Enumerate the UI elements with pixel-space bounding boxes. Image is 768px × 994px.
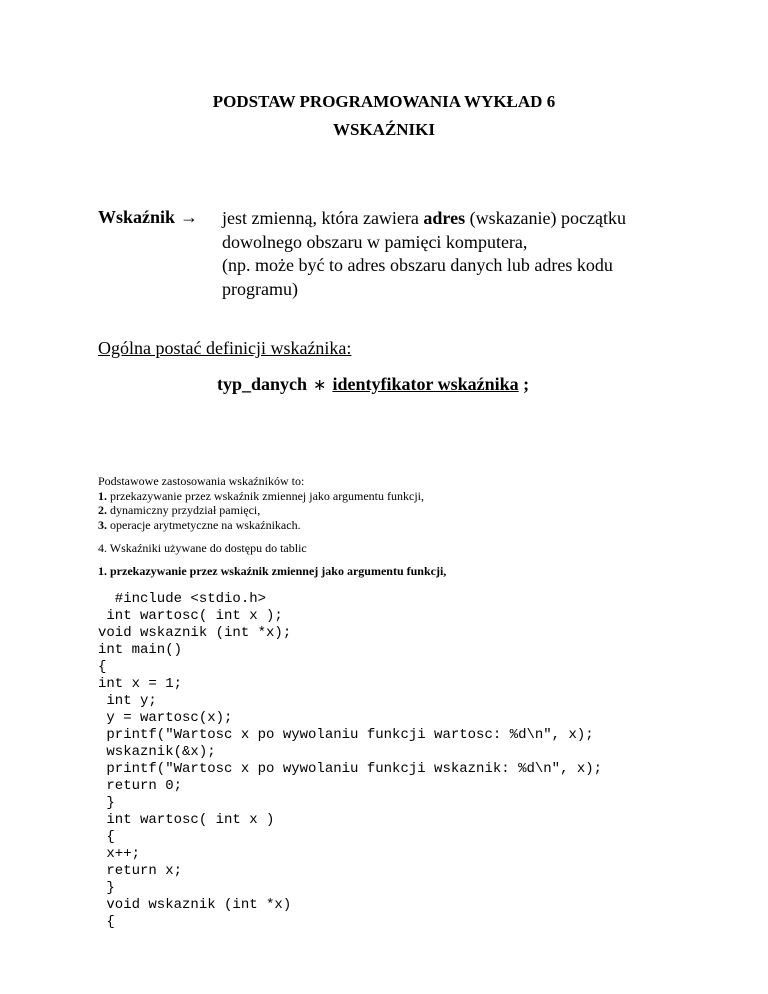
- definition-term: Wskaźnik: [98, 207, 176, 227]
- definition-line-1: [222, 207, 692, 231]
- pointer-asterisk-icon: ∗: [313, 377, 327, 394]
- definition-line-1-start: jest zmienną, która zawiera: [222, 208, 424, 228]
- list-item-text: dynamiczny przydział pamięci,: [107, 503, 261, 517]
- list-item-number: 1.: [98, 488, 107, 503]
- code-line: int y;: [98, 693, 157, 709]
- code-line: {: [98, 829, 115, 845]
- code-line: printf("Wartosc x po wywolaniu funkcji wskaznik: %d\n", x);: [98, 761, 603, 777]
- section-heading-1: 1. przekazywanie przez wskaźnik zmiennej jako argumentu funkcji,: [98, 564, 447, 578]
- code-line: printf("Wartosc x po wywolaniu funkcji wartosc: %d\n", x);: [98, 727, 594, 743]
- code-line: }: [98, 880, 115, 896]
- code-line: int main(): [98, 642, 183, 658]
- list-item-text: przekazywanie przez wskaźnik zmiennej jako argumentu funkcji,: [107, 488, 424, 503]
- uses-item-4: 4. Wskaźniki używane do dostępu do tablic: [98, 541, 307, 555]
- code-line: {: [98, 914, 115, 930]
- arrow-icon: →: [180, 207, 198, 227]
- code-line: #include <stdio.h>: [98, 591, 267, 607]
- code-listing: [98, 591, 602, 931]
- general-form-heading: Ogólna postać definicji wskaźnika:: [98, 338, 352, 358]
- code-line: return x;: [98, 863, 183, 879]
- code-line: void wskaznik (int *x): [98, 897, 292, 913]
- list-item-text: operacje arytmetyczne na wskaźnikach.: [107, 517, 301, 532]
- syntax-identifier: identyfikator wskaźnika: [332, 374, 519, 394]
- list-item-number: 2.: [98, 503, 107, 517]
- code-line: x++;: [98, 846, 141, 862]
- code-line: wskaznik(&x);: [98, 744, 216, 760]
- uses-intro: Podstawowe zastosowania wskaźników to:: [98, 474, 305, 488]
- list-item: [98, 489, 424, 504]
- definition-line-1-end: (wskazanie) początku: [465, 208, 626, 228]
- definition-line-3: (np. może być to adres obszaru danych lub adres kodu: [222, 255, 613, 275]
- list-item: [98, 518, 424, 533]
- definition-line-2: dowolnego obszaru w pamięci komputera,: [222, 231, 528, 252]
- definition-line-4: programu): [222, 278, 298, 299]
- definition-text: [222, 207, 692, 301]
- code-line: }: [98, 795, 115, 811]
- code-line: void wskaznik (int *x);: [98, 625, 292, 641]
- syntax-type: typ_danych: [217, 374, 308, 394]
- code-line: {: [98, 659, 107, 675]
- list-item: [98, 503, 424, 518]
- document-subtitle: WSKAŹNIKI: [332, 120, 436, 139]
- document-title: PODSTAW PROGRAMOWANIA WYKŁAD 6: [212, 92, 556, 111]
- code-line: return 0;: [98, 778, 183, 794]
- syntax-definition: [217, 374, 529, 395]
- list-item-number: 3.: [98, 517, 107, 532]
- syntax-semicolon: ;: [518, 374, 530, 394]
- code-line: int wartosc( int x ): [98, 812, 275, 828]
- code-line: int wartosc( int x );: [98, 608, 283, 624]
- code-line: int x = 1;: [98, 676, 183, 692]
- uses-list: [98, 474, 424, 532]
- code-line: y = wartosc(x);: [98, 710, 233, 726]
- definition-keyword-address: adres: [423, 208, 466, 228]
